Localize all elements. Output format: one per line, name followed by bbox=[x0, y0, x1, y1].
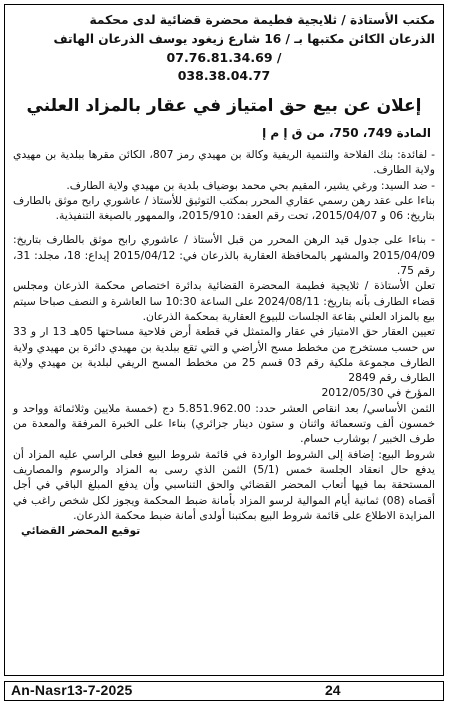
notice-frame bbox=[4, 4, 444, 676]
paragraph-auction-announcement: تعلن الأستاذة / ثلايجية فطيمة المحضرة القضائية بدائرة اختصاص محكمة الذرعان ومجلس قضاء الطارف بأنه بتاريخ: 2024/08/11 على الساعة 10:30 سا العاشرة و النصف صباحا سيتم بيع بالمزاد العلني بقاعة الجلسات للبيوع العقارية بمحكمة الذرعان. bbox=[13, 279, 435, 323]
notice-content bbox=[5, 5, 443, 537]
phone-number-2: 038.38.04.77 bbox=[177, 68, 271, 83]
paragraph-beneficiary: - لفائدة: بنك الفلاحة والتنمية الريفية وكالة بن مهيدي رمز 807، الكائن مقرها ببلدية بن مهيدي ولاية الطارف. bbox=[13, 148, 435, 177]
office-header bbox=[13, 11, 435, 85]
office-line-2: الذرعان الكائن مكتبها بـ / 16 شارع زيغود يوسف الذرعان الهاتف bbox=[53, 32, 435, 46]
newspaper-issue: An-Nasr13-7-2025 bbox=[11, 682, 133, 698]
notice-title: إعلان عن بيع حق امتياز في عقار بالمزاد العلني bbox=[26, 96, 422, 116]
page-footer bbox=[4, 681, 444, 701]
paragraph-defendant: - ضد السيد: ورغي يشير، المقيم بحي محمد بوضياف بلدية بن مهيدي ولاية الطارف. bbox=[66, 178, 435, 192]
paragraph-mortgage-registry: - بناءا على جدول قيد الرهن المحرر من قبل الأستاذ / عاشوري رابح موثق بالطارف بتاريخ: 2015/04/09 والمشهر بالمحافظة العقارية بالذرعان في: 2015/04/12 إيداع: 18، مجلد: 31، رقم 75. bbox=[13, 233, 435, 278]
paragraph-sale-conditions: شروط البيع: إضافة إلى الشروط الواردة في قائمة شروط البيع فعلى الراسي عليه المزاد أن يدفع حال انعقاد الجلسة خمس (5/1) الثمن الذي رسى به المزاد والرسوم والمصاريف المستحقة بما فيها أتعاب المحضر القضائي والحق التناسبي وأن يدفع المبلغ الباقي في أجل أقصاه (08) ثمانية أيام الموالية لرسو المزاد بأمانة ضبط المحكمة ويجوز لكل شخص راغب في المزايدة الاطلاع على قائمة شروط البيع بمكتبنا أولدى أمانة ضبط محكمة الذرعان. bbox=[13, 447, 435, 522]
bailiff-signature: توقيع المحضر القضائي bbox=[21, 525, 141, 538]
paragraph-property-description: تعيين العقار حق الامتياز في عقار والمتمثل في قطعة أرض فلاحية مساحتها 05هـ 13 ار و 33 س حسب مستخرج من مخطط مسح الأراضي و التي تقع ببلدية بن مهيدي دائرة بن مهيدي ولاية الطارف مجموعة ملكية رقم 03 قسم 25 من مخطط المسح الريفي لبلدية بن مهيدي ولاية الطارف رقم 2849 bbox=[13, 325, 435, 385]
page-number: 24 bbox=[325, 682, 341, 698]
office-line-1: مكتب الأستاذة / ثلايجية فطيمة محضرة قضائية لدى محكمة bbox=[89, 13, 435, 27]
phone-number-1: 07.76.81.34.69 / bbox=[166, 50, 282, 65]
paragraph-dated: المؤرخ في 2012/05/30 bbox=[321, 386, 435, 400]
paragraph-base-price: الثمن الأساسي/ بعد انقاص العشر حدد: 5.851.962.00 دج (خمسة ملايين وثلاثمائة وواحد و خمسون ألف وتسعمائة واثنان و ستون دينار جزائري) بناءا على الخبرة المرفقة والمعدة من طرف الخبير / بوشارب حسام. bbox=[13, 401, 435, 446]
legal-articles: المادة 749، 750، من ق إ م إ bbox=[262, 126, 431, 140]
paragraph-mortgage-deed: بناءا على عقد رهن رسمي عقاري المحرر بمكتب التوثيق للأستاذ / عاشوري رابح موثق بالطارف بتاريخ: 06 و 2015/04/07، تحت رقم العقد: 2015/910، والممهور بالصيغة التنفيذية. bbox=[13, 193, 435, 223]
